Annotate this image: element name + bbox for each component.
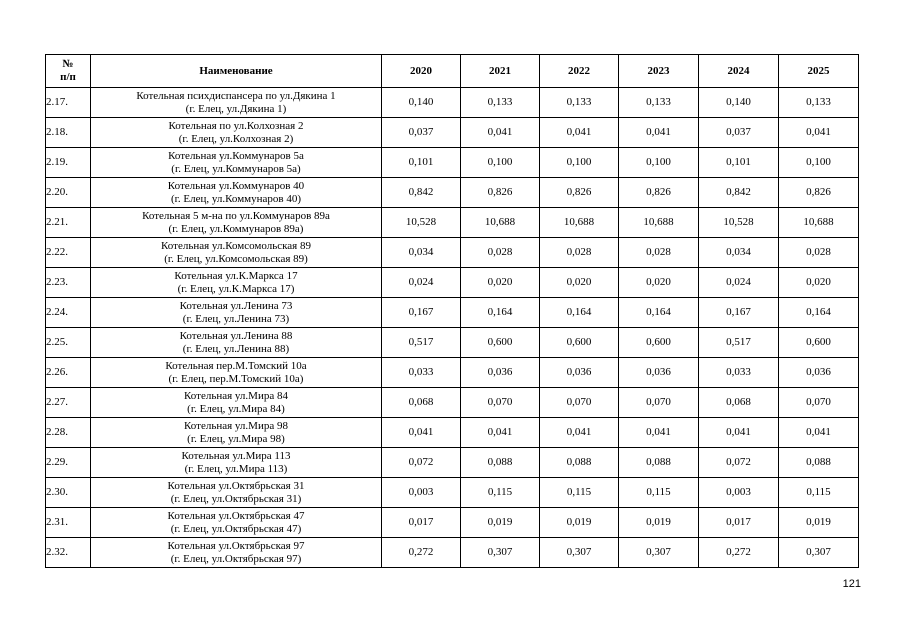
value-cell: 0,072 [382,448,461,478]
value-cell: 0,826 [461,178,540,208]
table-body [46,88,859,568]
value-cell: 0,100 [461,148,540,178]
value-cell: 0,020 [540,268,619,298]
value-cell: 0,115 [779,478,859,508]
value-cell: 10,688 [779,208,859,238]
value-cell: 0,164 [540,298,619,328]
value-cell: 0,003 [699,478,779,508]
value-cell: 0,072 [699,448,779,478]
header-name: Наименование [91,55,382,88]
value-cell: 0,019 [540,508,619,538]
row-name [91,388,382,418]
row-name [91,148,382,178]
value-cell: 0,017 [699,508,779,538]
value-cell: 0,167 [382,298,461,328]
value-cell: 0,115 [540,478,619,508]
value-cell: 0,028 [619,238,699,268]
value-cell: 0,037 [382,118,461,148]
row-number: 2.20. [46,178,91,208]
table-row [46,298,859,328]
row-name [91,118,382,148]
value-cell: 0,600 [540,328,619,358]
value-cell: 0,133 [540,88,619,118]
table-row [46,358,859,388]
value-cell: 0,034 [699,238,779,268]
boiler-address: (г. Елец, пер.М.Томский 10а) [168,372,304,385]
table-row [46,208,859,238]
value-cell: 0,088 [619,448,699,478]
row-name [91,478,382,508]
value-cell: 10,688 [540,208,619,238]
row-name [91,298,382,328]
boiler-name: Котельная по ул.Колхозная 2 [168,119,304,132]
value-cell: 0,041 [461,118,540,148]
header-row [46,55,859,88]
row-number: 2.31. [46,508,91,538]
value-cell: 0,028 [461,238,540,268]
value-cell: 0,041 [461,418,540,448]
row-number: 2.22. [46,238,91,268]
value-cell: 0,600 [461,328,540,358]
boiler-name: Котельная психдиспансера по ул.Дякина 1 [136,89,336,102]
row-name [91,418,382,448]
boiler-address: (г. Елец, ул.Ленина 88) [182,342,290,355]
value-cell: 0,028 [540,238,619,268]
value-cell: 0,164 [779,298,859,328]
value-cell: 0,272 [699,538,779,568]
table-row [46,538,859,568]
row-name [91,358,382,388]
value-cell: 10,528 [382,208,461,238]
value-cell: 0,140 [699,88,779,118]
value-cell: 0,028 [779,238,859,268]
boiler-address: (г. Елец, ул.Октябрьская 97) [170,552,302,565]
value-cell: 0,088 [540,448,619,478]
row-name [91,448,382,478]
value-cell: 0,307 [779,538,859,568]
row-number: 2.18. [46,118,91,148]
value-cell: 10,688 [619,208,699,238]
boiler-name: Котельная ул.Комсомольская 89 [161,239,311,252]
row-name [91,538,382,568]
boiler-name: Котельная ул.Коммунаров 5а [168,149,304,162]
table-row [46,448,859,478]
boiler-name: Котельная ул.Октябрьская 97 [167,539,305,552]
boiler-name: Котельная ул.Октябрьская 31 [167,479,305,492]
header-number [46,55,91,88]
boiler-address: (г. Елец, ул.Ленина 73) [182,312,290,325]
value-cell: 10,528 [699,208,779,238]
row-number: 2.17. [46,88,91,118]
header-year: 2024 [699,55,779,88]
value-cell: 0,041 [619,118,699,148]
table-row [46,388,859,418]
value-cell: 0,101 [382,148,461,178]
row-number: 2.29. [46,448,91,478]
row-number: 2.25. [46,328,91,358]
value-cell: 0,019 [619,508,699,538]
table-row [46,118,859,148]
boiler-address: (г. Елец, ул.Коммунаров 5а) [171,162,301,175]
value-cell: 0,033 [699,358,779,388]
value-cell: 0,164 [619,298,699,328]
value-cell: 0,133 [461,88,540,118]
value-cell: 0,167 [699,298,779,328]
table-row [46,88,859,118]
value-cell: 0,033 [382,358,461,388]
boiler-name: Котельная ул.Ленина 88 [179,329,293,342]
table-row [46,508,859,538]
boiler-address: (г. Елец, ул.Коммунаров 89а) [168,222,304,235]
row-name [91,88,382,118]
boiler-address: (г. Елец, ул.Колхозная 2) [178,132,294,145]
table-header [46,55,859,88]
row-number: 2.21. [46,208,91,238]
boiler-address: (г. Елец, ул.Мира 113) [184,462,288,475]
row-name [91,178,382,208]
boiler-data-table [45,54,859,568]
boiler-address: (г. Елец, ул.Дякина 1) [185,102,287,115]
header-number-line1: № [62,58,74,70]
value-cell: 0,020 [461,268,540,298]
value-cell: 0,070 [619,388,699,418]
row-number: 2.19. [46,148,91,178]
boiler-name: Котельная 5 м-на по ул.Коммунаров 89а [142,209,330,222]
boiler-name: Котельная ул.К.Маркса 17 [174,269,298,282]
header-year: 2021 [461,55,540,88]
value-cell: 0,024 [382,268,461,298]
boiler-name: Котельная ул.Коммунаров 40 [167,179,305,192]
header-year: 2020 [382,55,461,88]
boiler-address: (г. Елец, ул.Мира 98) [187,432,285,445]
value-cell: 0,036 [540,358,619,388]
value-cell: 0,088 [779,448,859,478]
value-cell: 0,068 [699,388,779,418]
value-cell: 0,020 [619,268,699,298]
value-cell: 0,017 [382,508,461,538]
value-cell: 0,034 [382,238,461,268]
row-name [91,328,382,358]
value-cell: 0,600 [619,328,699,358]
table-row [46,178,859,208]
value-cell: 0,041 [779,418,859,448]
header-year: 2025 [779,55,859,88]
boiler-address: (г. Елец, ул.К.Маркса 17) [177,282,295,295]
value-cell: 0,826 [619,178,699,208]
value-cell: 0,041 [619,418,699,448]
value-cell: 0,068 [382,388,461,418]
value-cell: 0,100 [779,148,859,178]
value-cell: 0,003 [382,478,461,508]
row-number: 2.30. [46,478,91,508]
boiler-name: Котельная пер.М.Томский 10а [165,359,307,372]
value-cell: 0,842 [699,178,779,208]
row-number: 2.26. [46,358,91,388]
boiler-name: Котельная ул.Мира 84 [184,389,288,402]
value-cell: 0,070 [461,388,540,418]
value-cell: 0,600 [779,328,859,358]
row-number: 2.23. [46,268,91,298]
value-cell: 0,164 [461,298,540,328]
boiler-name: Котельная ул.Мира 113 [181,449,291,462]
header-year: 2023 [619,55,699,88]
boiler-name: Котельная ул.Октябрьская 47 [167,509,305,522]
value-cell: 0,272 [382,538,461,568]
value-cell: 10,688 [461,208,540,238]
value-cell: 0,024 [699,268,779,298]
value-cell: 0,019 [461,508,540,538]
value-cell: 0,826 [779,178,859,208]
boiler-address: (г. Елец, ул.Октябрьская 31) [170,492,302,505]
value-cell: 0,036 [619,358,699,388]
value-cell: 0,041 [540,118,619,148]
value-cell: 0,115 [619,478,699,508]
boiler-address: (г. Елец, ул.Комсомольская 89) [164,252,308,265]
value-cell: 0,041 [382,418,461,448]
boiler-address: (г. Елец, ул.Октябрьская 47) [170,522,302,535]
boiler-address: (г. Елец, ул.Мира 84) [187,402,285,415]
value-cell: 0,041 [699,418,779,448]
value-cell: 0,041 [779,118,859,148]
value-cell: 0,842 [382,178,461,208]
table-row [46,418,859,448]
header-number-line2: п/п [60,71,76,83]
row-number: 2.24. [46,298,91,328]
value-cell: 0,041 [540,418,619,448]
row-number: 2.27. [46,388,91,418]
value-cell: 0,036 [461,358,540,388]
value-cell: 0,037 [699,118,779,148]
table-row [46,328,859,358]
table-row [46,268,859,298]
page-number: 121 [842,578,861,590]
value-cell: 0,036 [779,358,859,388]
boiler-name: Котельная ул.Ленина 73 [179,299,293,312]
value-cell: 0,070 [779,388,859,418]
row-number: 2.28. [46,418,91,448]
value-cell: 0,133 [619,88,699,118]
value-cell: 0,070 [540,388,619,418]
row-number: 2.32. [46,538,91,568]
header-year: 2022 [540,55,619,88]
value-cell: 0,019 [779,508,859,538]
row-name [91,208,382,238]
value-cell: 0,101 [699,148,779,178]
value-cell: 0,140 [382,88,461,118]
value-cell: 0,517 [382,328,461,358]
value-cell: 0,100 [540,148,619,178]
row-name [91,238,382,268]
value-cell: 0,517 [699,328,779,358]
value-cell: 0,088 [461,448,540,478]
table-row [46,238,859,268]
row-name [91,268,382,298]
boiler-name: Котельная ул.Мира 98 [184,419,288,432]
value-cell: 0,826 [540,178,619,208]
value-cell: 0,307 [619,538,699,568]
boiler-address: (г. Елец, ул.Коммунаров 40) [170,192,302,205]
row-name [91,508,382,538]
value-cell: 0,100 [619,148,699,178]
value-cell: 0,020 [779,268,859,298]
table-row [46,148,859,178]
value-cell: 0,307 [540,538,619,568]
value-cell: 0,133 [779,88,859,118]
value-cell: 0,115 [461,478,540,508]
value-cell: 0,307 [461,538,540,568]
table-row [46,478,859,508]
